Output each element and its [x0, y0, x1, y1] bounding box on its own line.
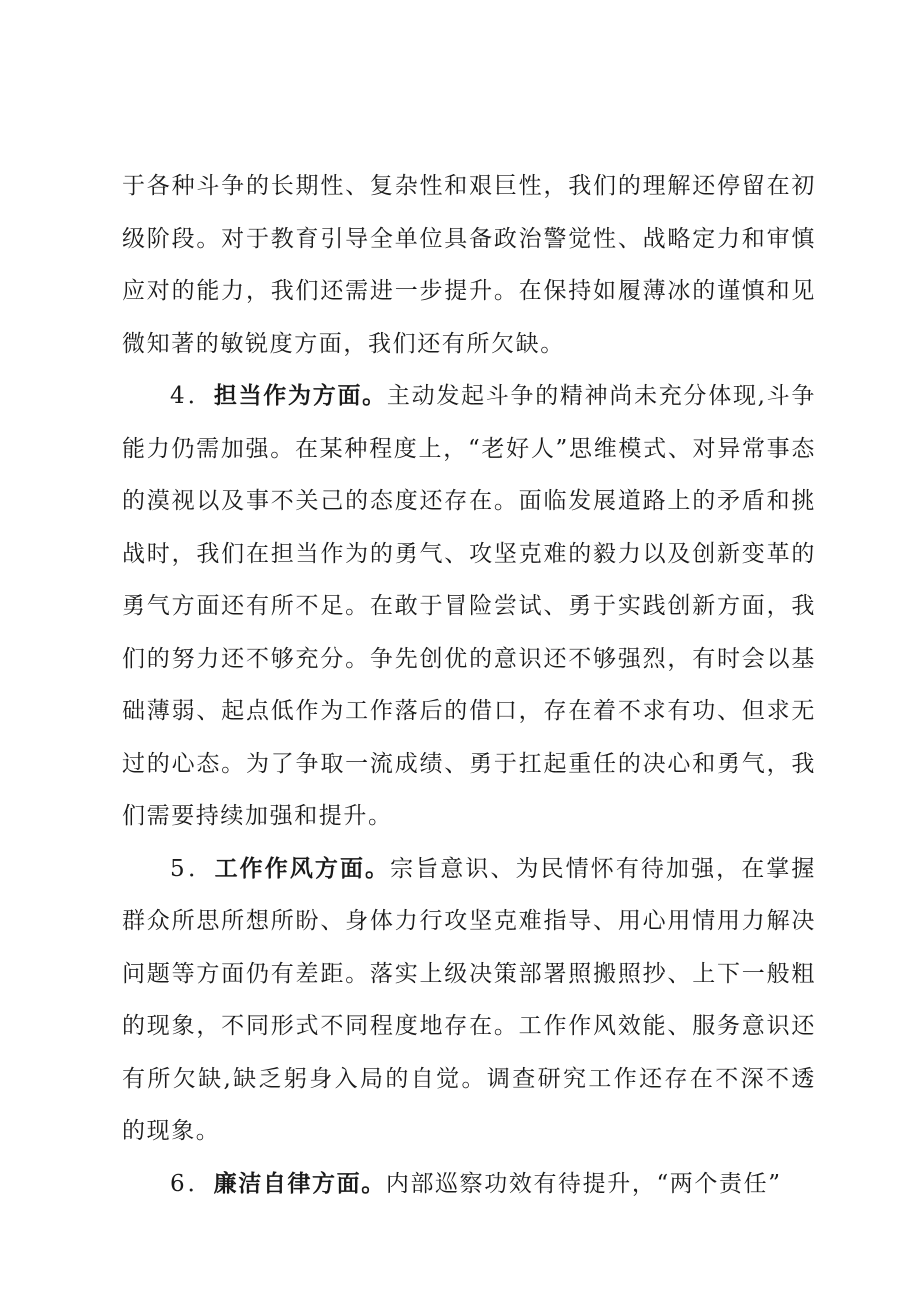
paragraph-number: 4．	[170, 383, 214, 409]
paragraph-4	[122, 370, 816, 843]
paragraph-body: 于各种斗争的长期性、复杂性和艰巨性，我们的理解还停留在初级阶段。对于教育引导全单位具备政治警觉性、战略定力和审慎应对的能力，我们还需进一步提升。在保持如履薄冰的谨慎和见微知著的敏锐度方面，我们还有所欠缺。	[122, 173, 816, 357]
paragraph-heading: 工作作风方面。	[214, 854, 391, 882]
paragraph-number: 5．	[170, 855, 215, 882]
paragraph-6	[122, 1158, 816, 1211]
document-body	[122, 160, 816, 1210]
paragraph-body: 宗旨意识、为民情怀有待加强，在掌握群众所思所想所盼、身体力行攻坚克难指导、用心用情用力解决问题等方面仍有差距。落实上级决策部署照搬照抄、上下一般粗的现象，不同形式不同程度地存在。工作作风效能、服务意识还有所欠缺,缺乏躬身入局的自觉。调查研究工作还存在不深不透的现象。	[122, 855, 816, 1144]
paragraph-number: 6．	[170, 1170, 214, 1197]
paragraph-body: 主动发起斗争的精神尚未充分体现,斗争能力仍需加强。在某种程度上，“老好人”思维模式、对异常事态的漠视以及事不关己的态度还存在。面临发展道路上的矛盾和挑战时，我们在担当作为的勇气、攻坚克难的毅力以及创新变革的勇气方面还有所不足。在敢于冒险尝试、勇于实践创新方面，我们的努力还不够充分。争先创优的意识还不够强烈，有时会以基础薄弱、起点低作为工作落后的借口，存在着不求有功、但求无过的心态。为了争取一流成绩、勇于扛起重任的决心和勇气，我们需要持续加强和提升。	[122, 383, 816, 829]
paragraph-intro	[122, 160, 816, 370]
paragraph-heading: 担当作为方面。	[213, 382, 387, 409]
paragraph-body: 内部巡察功效有待提升，“两个责任”	[385, 1170, 782, 1197]
paragraph-5	[122, 843, 816, 1158]
paragraph-heading: 廉洁自律方面。	[213, 1169, 386, 1197]
